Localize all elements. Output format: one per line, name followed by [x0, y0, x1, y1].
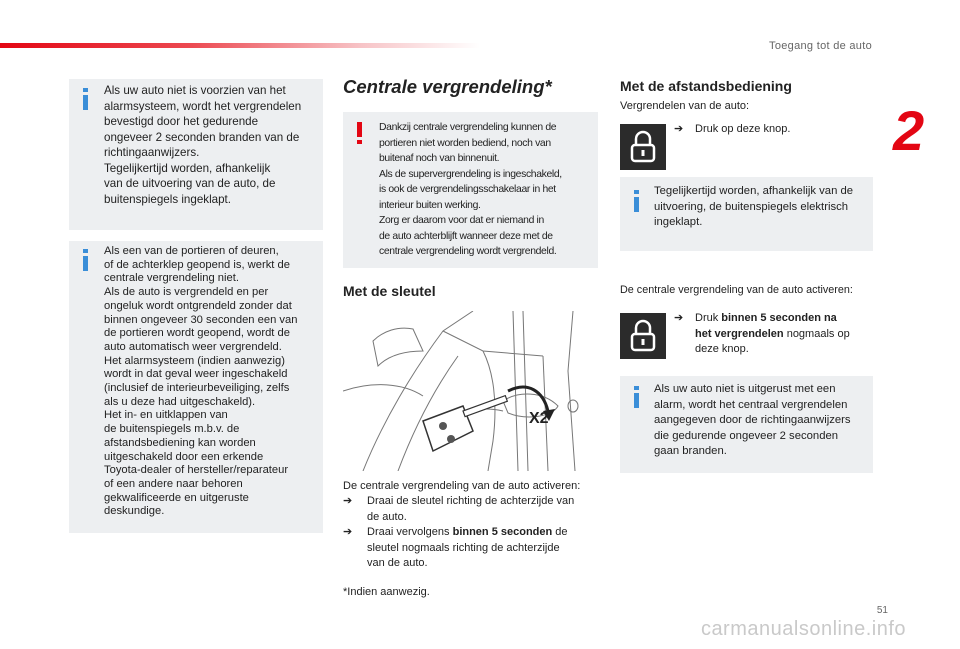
info-box-no-alarm	[620, 376, 873, 473]
lock-intro: Vergrendelen van de auto:	[620, 100, 750, 112]
subtitle-remote: Met de afstandsbediening	[620, 78, 792, 94]
section-title: Toegang tot de auto	[769, 40, 872, 52]
arrow-bullet-icon: ➔	[674, 123, 684, 135]
header-accent-bar	[0, 43, 480, 48]
info-box-alarm	[69, 79, 323, 230]
warning-text: Dankzij centrale vergrendeling kunnen de portieren niet worden bediend, noch van buitenaf noch van binnenuit. Als de supervergrendeling is ingeschakeld, is ook de vergrendelingsschakelaar in het interieur buiten werking. Zorg er daarom voor dat er niemand in de auto achterblijft wanneer deze met de centrale vergrendeling wordt vergrendeld.	[379, 122, 562, 257]
central-intro: De centrale vergrendeling van de auto activeren:	[620, 284, 853, 296]
info-icon	[83, 88, 88, 110]
info-box-alarm-text: Als uw auto niet is voorzien van het alarmsysteem, wordt het vergrendelen bevestigd door het gedurende ongeveer 2 seconden branden van de richtingaanwijzers. Tegelijkertijd worden, afhankelijk van de uitvoering van de auto, de buitenspiegels ingeklapt.	[104, 84, 302, 206]
info-box-doors-text: Als een van de portieren of deuren, of de achterklep geopend is, werkt de centrale vergrendeling niet. Als de auto is vergrendeld en per ongeluk wordt ontgrendeld zonder dat binnen ongeveer 30 seconden een van de portieren wordt geopend, wordt de auto automatisch weer vergrendeld. Het alarmsysteem (indien aanwezig) wordt in dat geval weer ingeschakeld (inclusief de interieurbeveiliging, zelfs als u deze had uitgeschakeld). Het in- en uitklappen van de buitenspiegels m.b.v. de afstandsbediening kan worden uitgeschakeld door een erkende Toyota-dealer of hersteller/reparateur of een andere naar behoren gekwalificeerde en uitgeruste deskundige.	[104, 245, 298, 518]
info-box-doors	[69, 241, 323, 533]
arrow-bullet-icon: ➔	[343, 495, 353, 507]
info-box-mirrors	[620, 177, 873, 251]
car-door-key-drawing	[343, 311, 598, 471]
rotation-arrow	[508, 387, 548, 411]
watermark[interactable]: carmanualsonline.info	[700, 618, 906, 640]
warning-box	[343, 112, 598, 268]
subtitle-key: Met de sleutel	[343, 283, 436, 299]
remote-step-2: ➔ Druk binnen 5 seconden na het vergrendelen nogmaals op deze knop.	[674, 312, 850, 355]
chapter-number: 2	[893, 99, 925, 162]
key-intro: De centrale vergrendeling van de auto activeren:	[343, 480, 581, 492]
arrow-bullet-icon: ➔	[343, 526, 353, 538]
info-icon	[83, 249, 88, 271]
footnote: *Indien aanwezig.	[343, 586, 430, 598]
info-icon	[634, 386, 639, 408]
padlock-icon	[620, 313, 666, 359]
info-box-no-alarm-text: Als uw auto niet is uitgerust met een alarm, wordt het centraal vergrendelen aangegeven door de richtingaanwijzers die gedurende ongeveer 2 seconden gaan branden.	[654, 383, 851, 457]
remote-step-1: ➔ Druk op deze knop.	[674, 122, 874, 138]
arrow-bullet-icon: ➔	[674, 312, 684, 324]
warning-icon	[357, 122, 363, 144]
x2-label: X2	[529, 410, 549, 427]
info-box-mirrors-text: Tegelijkertijd worden, afhankelijk van de uitvoering, de buitenspiegels elektrisch ingeklapt.	[654, 185, 854, 228]
key-illustration	[343, 311, 598, 471]
padlock-icon	[620, 124, 666, 170]
info-icon	[634, 190, 639, 212]
key-step-1: ➔ Draai de sleutel richting de achterzijde van de auto.	[343, 495, 575, 523]
page-number: 51	[876, 605, 888, 616]
page-title: Centrale vergrendeling*	[343, 76, 552, 97]
key-step-2: ➔ Draai vervolgens binnen 5 seconden de sleutel nogmaals richting de achterzijde van de auto.	[343, 526, 568, 569]
